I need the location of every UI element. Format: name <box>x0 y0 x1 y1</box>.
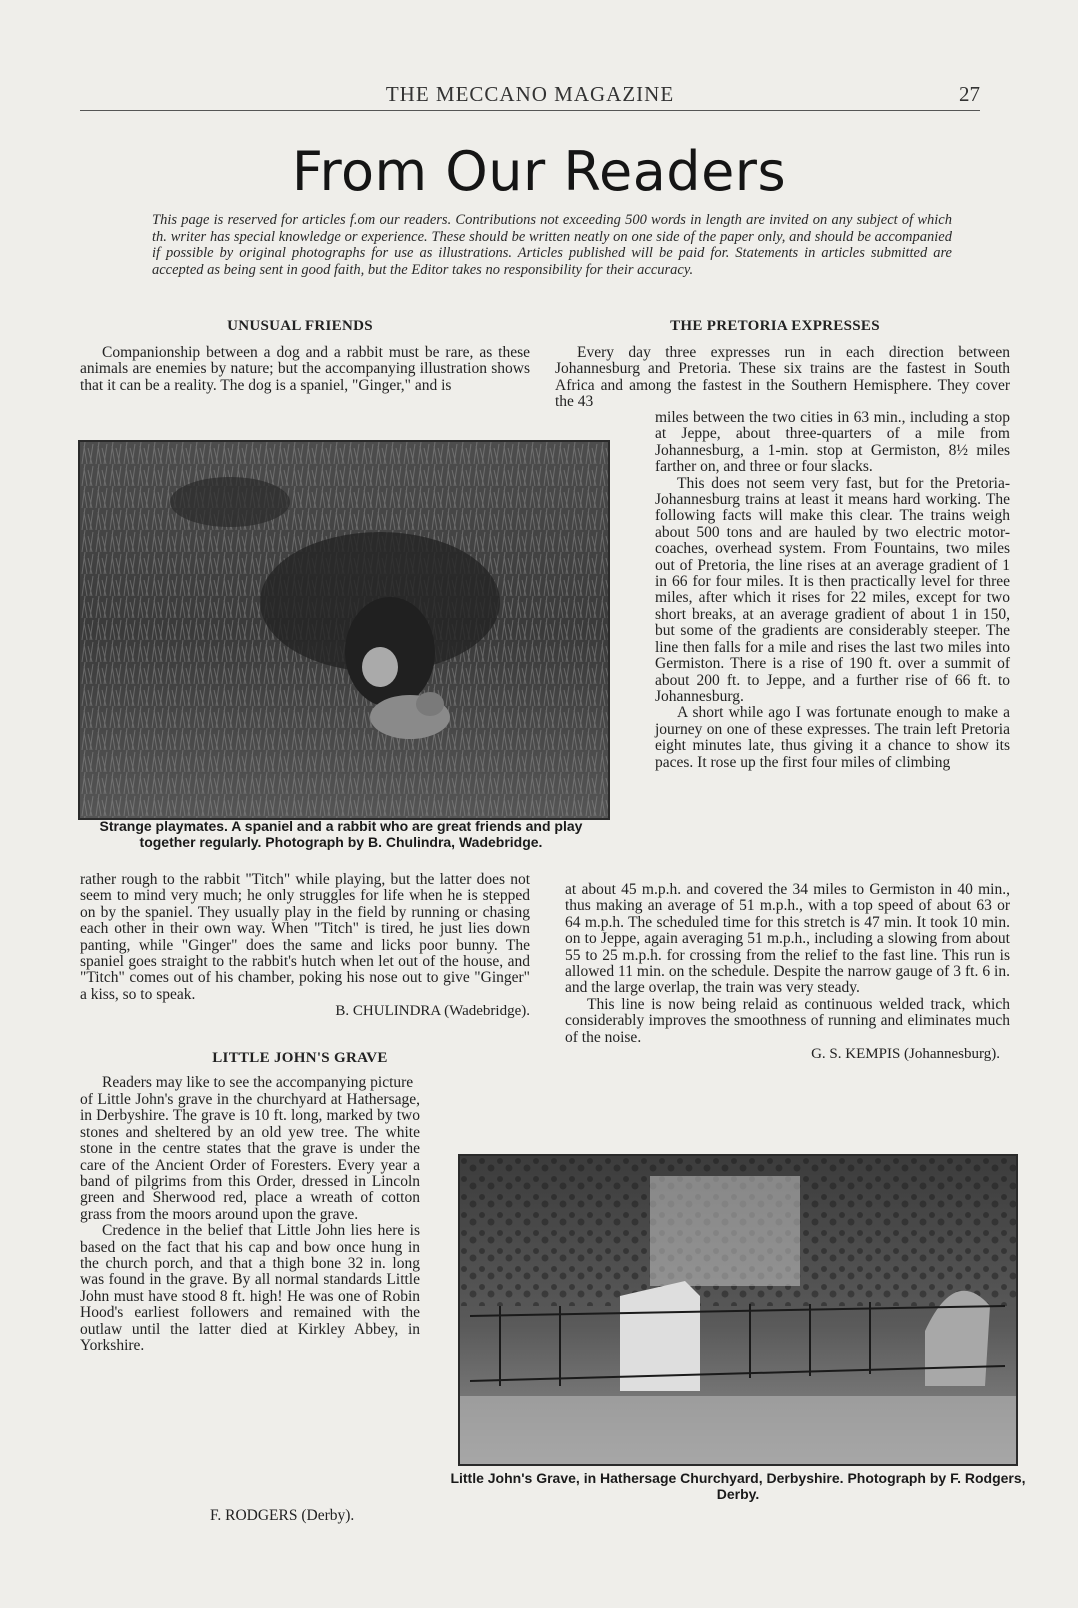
little-john-para-top: Readers may like to see the accompanying picture <box>102 1074 414 1091</box>
pretoria-column-narrow: miles between the two cities in 63 min., including a stop at Jeppe, about three-quarters of a mile from Johannesburg, a 1-min. stop at Germiston, 8½ miles farther on, and three or four slacks. This does not seem very fast, but for the Pretoria-Johannesburg trains at least it means hard working. The following facts will make this clear. The trains weigh about 500 tons and are hauled by two electric motor-coaches, overhead system. From Fountains, two miles out of Pretoria, the line rises at an average gradient of 1 in 66 for four miles. It is then practically level for three miles, after which it rises for 22 miles, except for two short breaks, at an average gradient of about 1 in 150, but some of the gradients are considerably steeper. The line then falls for a mile and rises the last two miles into Germiston. There is a rise of 190 ft. over a summit of about 200 ft. to Jeppe, and a further rise of 66 ft. to Johannesburg. A short while ago I was fortunate enough to make a journey on one of these expresses. The train left Pretoria eight minutes late, thus giving it a chance to show its paces. It rose up the first four miles of climbing <box>655 409 1010 771</box>
intro-note: This page is reserved for articles f.om our readers. Contributions not exceeding 500 words in length are invited on any subject of which th. writer has special knowledge or experience. These should be written neatly on one side of the paper only, and should be accompanied if possible by original photographs for use as illustrations. Articles published will be paid for. Statements in articles submitted are accepted as being sent in good faith, but the Editor takes no responsibility for their accuracy. <box>152 212 952 278</box>
grave-caption: Little John's Grave, in Hathersage Churchyard, Derbyshire. Photograph by F. Rodgers, Derby. <box>450 1470 1026 1502</box>
little-john-signature: F. RODGERS (Derby). <box>210 1507 355 1524</box>
pretoria-para-1-top: Every day three expresses run in each direction between Johannesburg and Pretoria. These six trains are the fastest in South Africa and among the fastest in the Southern Hemisphere. They cover the 43 <box>555 344 1010 411</box>
pretoria-column-wide: at about 45 m.p.h. and covered the 34 miles to Germiston in 40 min., thus making an average of 51 m.p.h., with a top speed of about 63 or 64 m.p.h. The scheduled time for this stretch is 47 min. It took 10 min. on to Jeppe, again averaging 51 m.p.h., including a slowing from about 55 to 25 m.p.h. for crossing from the relief to the fast line. This run is allowed 11 min. on the schedule. Despite the narrow gauge of 3 ft. 6 in. and the large overlap, the train was very steady. This line is now being relaid as continuous welded track, which considerably improves the smoothness of running and eliminates much of the noise. G. S. KEMPIS (Johannesburg). <box>565 881 1010 1063</box>
pretoria-heading: THE PRETORIA EXPRESSES <box>670 318 880 334</box>
unusual-friends-signature: B. CHULINDRA (Wadebridge). <box>335 1003 530 1020</box>
page-number: 27 <box>959 82 980 106</box>
page-title: From Our Readers <box>291 140 787 203</box>
running-header <box>80 80 980 111</box>
dog-rabbit-photo-image <box>80 442 608 818</box>
unusual-friends-heading: UNUSUAL FRIENDS <box>227 318 373 334</box>
magazine-title: THE MECCANO MAGAZINE <box>385 82 675 106</box>
unusual-friends-para-2: rather rough to the rabbit "Titch" while playing, but the latter does not seem to mind very much; he only struggles for life when he is stepped on by the spaniel. They usually play in the field by running or chasing each other in their own way. When "Titch" is tired, he just lies down panting, while "Ginger" does the same and licks poor bunny. The spaniel goes straight to the rabbit's hutch when let out of the house, and "Titch" comes out of his chamber, poking his nose out to give "Ginger" a kiss, so to speak. B. CHULINDRA (Wadebridge). <box>80 871 530 1020</box>
dog-rabbit-caption: Strange playmates. A spaniel and a rabbit who are great friends and play together regularly. Photograph by B. Chulindra, Wadebridge. <box>99 818 583 850</box>
little-john-body: of Little John's grave in the churchyard at Hathersage, in Derbyshire. The grave is 10 ft. long, marked by two stones and sheltered by an old yew tree. The white stone in the centre states that the grave is under the care of the Ancient Order of Foresters. Every year a band of pilgrims from this Order, dressed in Lincoln green and Sherwood red, place a wreath of cotton grass from the moors around upon the grave. Credence in the belief that Little John lies here is based on the fact that his cap and bow once hung in the church porch, and that a thigh bone 32 in. long was found in the grave. By all normal standards Little John must have stood 8 ft. high! He was one of Robin Hood's earliest followers and remained with the outlaw until the latter died at Kirkley Abbey, in Yorkshire. <box>80 1091 420 1355</box>
grave-photo-image <box>460 1156 1016 1464</box>
dog-rabbit-photo <box>78 440 610 820</box>
grave-photo <box>458 1154 1018 1466</box>
pretoria-signature: G. S. KEMPIS (Johannesburg). <box>811 1046 1000 1063</box>
little-john-heading: LITTLE JOHN'S GRAVE <box>212 1050 388 1066</box>
unusual-friends-para-1: Companionship between a dog and a rabbit must be rare, as these animals are enemies by nature; but the accompanying illustration shows that it can be a reality. The dog is a spaniel, "Ginger," and is <box>80 344 530 394</box>
